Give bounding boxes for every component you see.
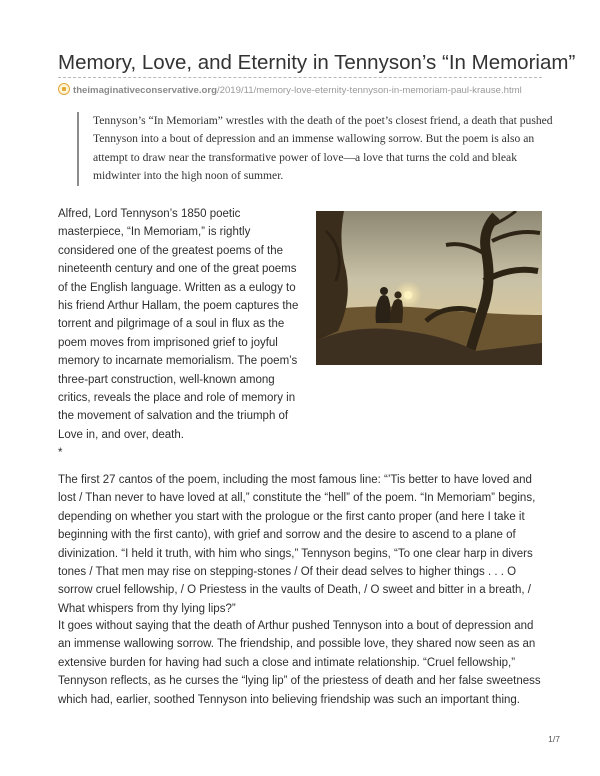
section-separator: * [58,447,63,459]
paragraph-1: Alfred, Lord Tennyson’s 1850 poetic masterpiece, “In Memoriam,” is rightly considered one of the greatest poems of the nineteenth century and one of the great poems of the English language. Written as a eulogy to his friend Arthur Hallam, the poem captures the torrent and pilgrimage of a soul in flux as the poem moves from imprisoned grief to joyful memory to incarnate memorialism. The poem’s three-part construction, well-known among critics, reveals the place and role of memory in the movement of salvation and the triumph of Love in, and over, death. [58,208,299,441]
paragraph-2: The first 27 cantos of the poem, including the most famous line: “’Tis better to have loved and lost / Than never to have loved at all,” constitute the “hell” of the poem. “In Memoriam” begins, depending on whether you start with the prologue or the first canto proper (and here I take it beginning with the first canto), with grief and sorrow and the desire to ascend to a plane of divinization. “I held it truth, with him who sings,” Tennyson begins, “To one clear harp in divers tones / That men may rise on stepping-stones / Of their dead selves to higher things . . . O sorrow cruel fellowship, / O Priestess in the vaults of Death, / O sweet and bitter in a breath, / What whispers from thy lying lips?” [58,474,536,615]
source-domain[interactable]: theimaginativeconservative.org [73,85,217,96]
source-path[interactable]: /2019/11/memory-love-eternity-tennyson-in-memoriam-paul-krause.html [216,85,522,96]
site-favicon-icon [58,83,70,95]
title-divider [58,77,542,78]
intro-blockquote: Tennyson’s “In Memoriam” wrestles with the death of the poet’s closest friend, a death that pushed Tennyson into a bout of depression and an immense wallowing sorrow. But the poem is also an attempt to draw near the transformative power of love—a love that turns the cold and bleak midwinter into the high noon of summer. [77,112,553,186]
source-url[interactable] [58,83,522,97]
paragraph-3: It goes without saying that the death of Arthur pushed Tennyson into a bout of depression and an immense wallowing sorrow. The friendship, and possible love, they shared now seen as an extensive burden for having had such a close and intimate relationship. “Cruel fellowship,” Tennyson reflects, as he curses the “lying lip” of the priestess of death and her false sweetness which had, earlier, soothed Tennyson into believing friendship was such an important thing. [58,620,541,706]
article-title: Memory, Love, and Eternity in Tennyson’s “In Memoriam” [58,51,576,74]
page-number: 1/7 [548,734,560,744]
article-painting-image [316,211,542,365]
